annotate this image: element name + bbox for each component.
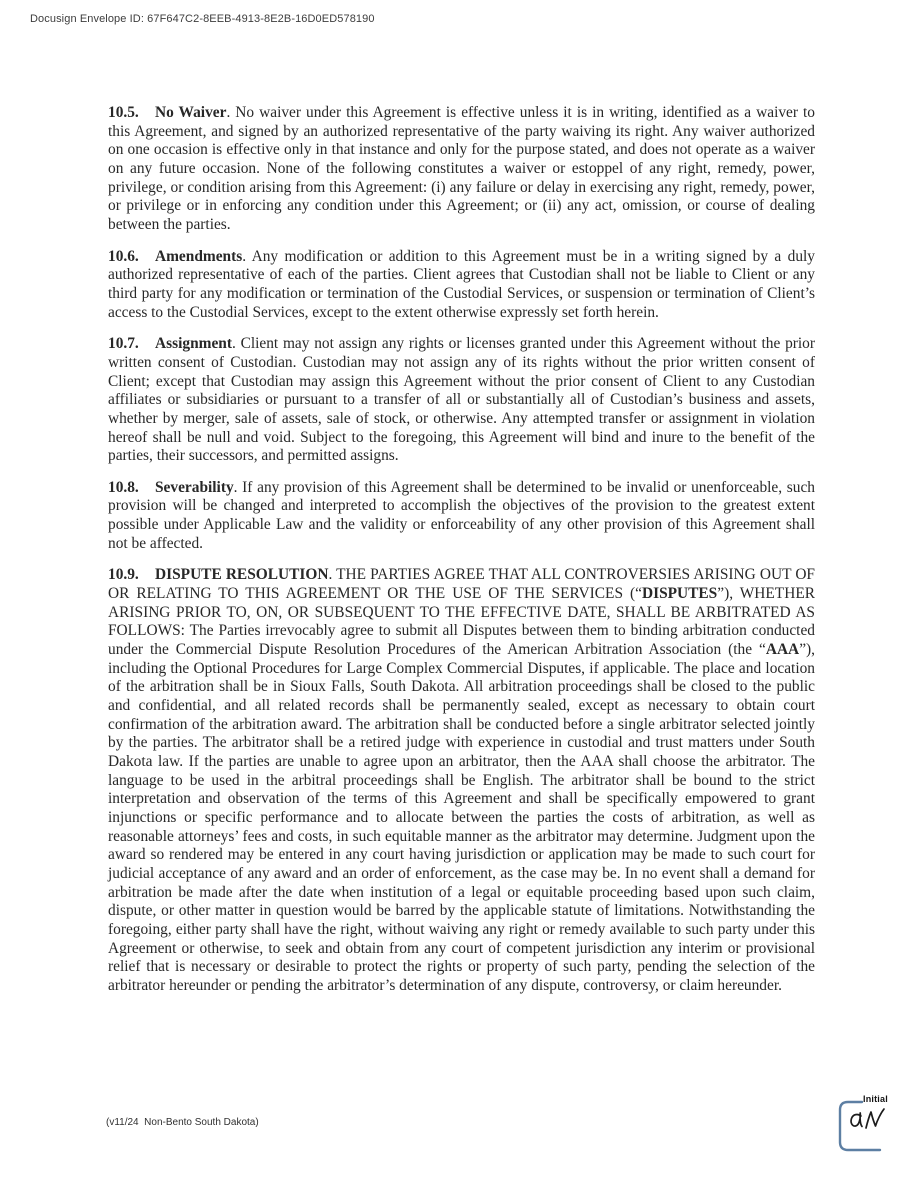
section-number: 10.9.: [108, 566, 139, 584]
section-10-5: [108, 104, 815, 235]
document-body: [108, 104, 815, 1009]
section-heading: DISPUTE RESOLUTION: [155, 566, 329, 584]
section-body-text: . No waiver under this Agreement is effective unless it is in writing, identified as a waiver to this Agreement, and signed by an authorized representative of the party waiving its right. Any waiver authorized on one occasion is effective only in that instance and only for the purpose stated, and does not operate as a waiver on any future occasion. None of the following constitutes a waiver or estoppel of any right, remedy, power, privilege, or condition arising from this Agreement: (i) any failure or delay in exercising any right, remedy, power, or privilege or in enforcing any condition under this Agreement; or (ii) any act, omission, or course of dealing between the parties.: [108, 104, 815, 233]
section-heading: Amendments: [155, 247, 243, 265]
section-heading: Assignment: [155, 335, 232, 353]
footer-version-note: (v11/24 Non-Bento South Dakota): [106, 1117, 259, 1128]
section-body-text: . If any provision of this Agreement shall be determined to be invalid or unenforceable, such provision will be changed and interpreted to accomplish the objectives of the provision to the greatest extent possible under Applicable Law and the validity or enforceability of any other provision of this Agreement shall not be affected.: [108, 478, 815, 552]
initial-label: Initial: [863, 1094, 888, 1104]
section-body-text: . Any modification or addition to this Agreement must be in a writing signed by a duly authorized representative of each of the parties. Client agrees that Custodian shall not be liable to Client or any third party for any modification or termination of the Custodial Services, or suspension or termination of Client’s access to the Custodial Services, except to the extent otherwise expressly set forth herein.: [108, 247, 815, 321]
section-heading: No Waiver: [155, 104, 227, 121]
section-number: 10.5.: [108, 104, 139, 121]
section-body-text: . THE PARTIES AGREE THAT ALL CONTROVERSIES ARISING OUT OF OR RELATING TO THIS AGREEMENT OR THE USE OF THE SERVICES (“DISPUTES”), WHETHER ARISING PRIOR TO, ON, OR SUBSEQUENT TO THE EFFECTIVE DATE, SHALL BE ARBITRATED AS FOLLOWS: The Parties irrevocably agree to submit all Disputes between them to binding arbitration conducted under the Commercial Dispute Resolution Procedures of the American Arbitration Association (the “AAA”), including the Optional Procedures for Large Complex Commercial Disputes, if applicable. The place and location of the arbitration shall be in Sioux Falls, South Dakota. All arbitration proceedings shall be closed to the public and confidential, and all related records shall be permanently sealed, except as necessary to obtain court confirmation of the arbitration award. The arbitration shall be conducted before a single arbitrator selected jointly by the parties. The arbitrator shall be a retired judge with experience in custodial and trust matters under South Dakota law. If the parties are unable to agree upon an arbitrator, then the AAA shall choose the arbitrator. The language to be used in the arbitral proceedings shall be English. The arbitrator shall be bound to the strict interpretation and observation of the terms of this Agreement and shall be specifically empowered to grant injunctions or specific performance and to allocate between the parties the costs of arbitration, as well as reasonable attorneys’ fees and costs, in such equitable manner as the arbitrator may determine. Judgment upon the award so rendered may be entered in any court having jurisdiction or application may be made to such court for judicial acceptance of any award and an order of enforcement, as the case may be. In no event shall a demand for arbitration be made after the date when institution of a legal or equitable proceeding based upon such claim, dispute, or other matter in question would be barred by the applicable statute of limitations. Notwithstanding the foregoing, either party shall have the right, without waiving any right or remedy available to such party under this Agreement or otherwise, to seek and obtain from any court of competent jurisdiction any interim or provisional relief that is necessary or desirable to protect the rights or property of such party, pending the selection of the arbitrator hereunder or pending the arbitrator’s determination of any dispute, controversy, or claim hereunder.: [108, 566, 815, 994]
section-10-9: [108, 566, 815, 995]
section-body-text: . Client may not assign any rights or licenses granted under this Agreement without the prior written consent of Custodian. Custodian may not assign any of its rights without the prior written consent of Client; except that Custodian may assign this Agreement without the prior consent of Client to any Custodian affiliates or subsidiaries or pursuant to a transfer of all or substantially all of Custodian’s business and assets, whether by merger, sale of assets, sale of stock, or otherwise. Any attempted transfer or assignment in violation hereof shall be null and void. Subject to the foregoing, this Agreement will bind and inure to the benefit of the parties, their successors, and permitted assigns.: [108, 335, 815, 465]
section-10-7: [108, 335, 815, 466]
section-heading: Severability: [155, 478, 234, 496]
section-number: 10.6.: [108, 247, 139, 265]
section-number: 10.7.: [108, 335, 139, 353]
initials-handwriting[interactable]: [836, 1092, 918, 1160]
section-10-6: [108, 248, 815, 323]
section-10-8: [108, 479, 815, 554]
docusign-envelope-id: Docusign Envelope ID: 67F647C2-8EEB-4913-8E2B-16D0ED578190: [30, 13, 375, 25]
section-number: 10.8.: [108, 478, 139, 496]
initial-tag[interactable]: [836, 1092, 918, 1160]
